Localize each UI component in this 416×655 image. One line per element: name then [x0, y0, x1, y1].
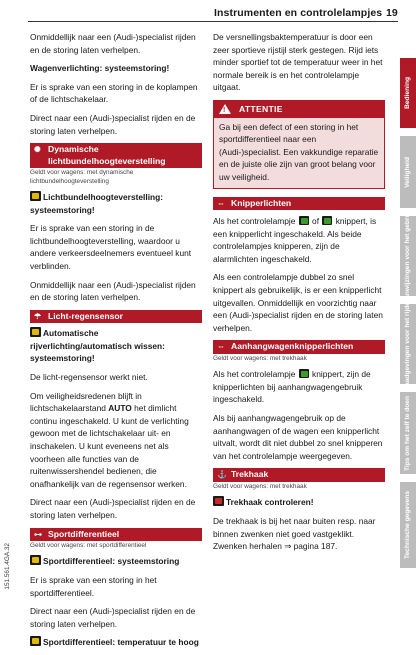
tab-tips[interactable]: Tips om het zelf te doen [400, 392, 416, 474]
page-number: 19 [386, 7, 398, 19]
tab-raadgevingen[interactable]: Raadgevingen voor het rijden [400, 304, 416, 384]
differential-icon [30, 555, 41, 565]
paragraph: Er is sprake van een storing in de lichtbundelhoogteverstelling, waardoor u andere verkeersdeelnemers eventueel kunt verblinden. [30, 223, 192, 271]
section-title: Aanhangwagenknipperlichten [231, 341, 354, 352]
differential-icon: ⊶ [34, 529, 42, 539]
warning-triangle-icon: ! [219, 104, 231, 114]
differential-icon [30, 636, 41, 646]
paragraph: Er is sprake van een storing in de koplampen of de lichtschakelaar. [30, 81, 198, 105]
paragraph: Als een controlelampje dubbel zo snel knippert als gebruikelijk, is er een knipperlicht uitgevallen. Onmiddellijk en voorzichtig naar een (Audi-)specialist rijden en de storing laten verhelpen. [213, 272, 383, 333]
section-title: Dynamische lichtbundelhoogteverstelling [48, 144, 166, 166]
trailer-signal-icon: ⇔ [217, 342, 225, 352]
section-title: Trekhaak [231, 469, 269, 480]
trailer-signal-icon [299, 369, 309, 378]
paragraph: Direct naar een (Audi-)specialist rijden en de storing laten verhelpen. [30, 497, 196, 520]
left-column [30, 31, 202, 655]
light-rain-sensor-icon: ☂ [34, 311, 42, 321]
attention-body: Ga bij een defect of een storing in het sportdifferentieel naar een (Audi-)specialist. Een vakkundige reparatie en de juiste olie zijn van groot belang voor uw veiligheid. [214, 118, 384, 188]
tab-technische-gegevens[interactable]: Technische gegevens [400, 482, 416, 568]
paragraph: Direct naar een (Audi-)specialist rijden en de storing laten verhelpen. [30, 112, 196, 136]
paragraph: Direct naar een (Audi-)specialist rijden en de storing laten verhelpen. [30, 606, 196, 629]
paragraph: Als bij aanhangwagengebruik op de aanhangwagen of de wagen een knipperlicht uitvalt, wordt dit niet dubbel zo snel knipperen van het controlelampje weergegeven. [213, 413, 383, 461]
applies-to-note: Geldt voor wagens: met sportdifferentieel [30, 542, 147, 550]
section-title: Licht-regensensor [48, 310, 123, 321]
paragraph: De trekhaak is bij het naar buiten resp. naar binnen zwenken niet goed vastgeklikt. Zwenken herhalen ⇒ pagina 187. [213, 515, 376, 552]
warning-heading: Wagenverlichting: systeemstoring! [30, 63, 170, 74]
lamp-message: Automatische rijverlichting/automatisch wissen: systeemstoring! [30, 328, 165, 364]
document-code: 151.561.4GA.32 [4, 543, 11, 590]
tab-veiligheid[interactable]: Veiligheid [400, 136, 416, 208]
paragraph: Als het controlelampje knippert, zijn de knipperlichten bij aanhangwagengebruik ingeschakeld. [213, 369, 371, 405]
attention-header [214, 101, 384, 118]
paragraph: De licht-regensensor werkt niet. [30, 372, 148, 382]
header-divider [28, 21, 398, 22]
tow-hitch-icon: ⚓ [217, 470, 227, 480]
lamp-message: Sportdifferentieel: systeemstoring [30, 555, 202, 568]
turn-signal-left-icon [299, 216, 309, 225]
paragraph: Om veiligheidsredenen blijft in lichtschakelaarstand AUTO het dimlicht continu ingeschakeld. U kunt de verlichting gewoon met de lichtschakelaar uit- en inschakelen. U kunt eveneens net als voorheen alle functies van de ruitenwissershendel bedienen, die onafhankelijk van de regensensor werken. [30, 390, 189, 489]
tow-hitch-icon [213, 496, 224, 506]
applies-to-note: Geldt voor wagens: met dynamische lichtbundelhoogteverstelling [30, 169, 134, 185]
lamp-message: Sportdifferentieel: temperatuur te hoog [30, 636, 202, 649]
attention-title: ATTENTIE [239, 103, 283, 114]
section-heading-light-rain-sensor [30, 310, 202, 324]
paragraph: De versnellingsbaktemperatuur is door een zeer sportieve rijstijl sterk gestegen. Rijd iets minder sportief tot de temperatuur weer in het normale bereik is en het controlelampje uitgaat. [213, 32, 383, 93]
section-heading-trailer-signals [213, 340, 385, 354]
section-heading-sport-differential [30, 528, 202, 542]
right-column [213, 31, 385, 559]
section-title: Sportdifferentieel [48, 528, 120, 539]
attention-box [213, 100, 385, 189]
page-title: Instrumenten en controlelampjes [214, 7, 383, 19]
paragraph: Onmiddellijk naar een (Audi-)specialist rijden en de storing laten verhelpen. [30, 32, 196, 55]
paragraph: Als het controlelampje of knippert, is een knipperlicht ingeschakeld. Als beide controlelampjes knipperen, zijn de alarmlichten ingeschakeld. [213, 216, 377, 264]
paragraph: Er is sprake van een storing in het sportdifferentieel. [30, 575, 157, 598]
section-title: Knipperlichten [231, 197, 292, 208]
paragraph: Onmiddellijk naar een (Audi-)specialist rijden en de storing laten verhelpen. [30, 279, 196, 303]
turn-signal-right-icon [322, 216, 332, 225]
lamp-message: Trekhaak controleren! [213, 496, 385, 509]
headlight-range-icon: ✺ [34, 145, 41, 155]
section-heading-tow-hitch [213, 468, 385, 482]
light-rain-sensor-icon [30, 327, 41, 337]
applies-to-note: Geldt voor wagens: met trekhaak [213, 354, 307, 362]
lamp-message: Lichtbundelhoogteverstelling: systeemstoring! [30, 191, 164, 215]
section-heading-dynamic-headlight-range [30, 143, 202, 168]
applies-to-note: Geldt voor wagens: met trekhaak [213, 482, 307, 490]
page-header [0, 0, 416, 22]
section-heading-turn-signals [213, 197, 385, 211]
headlight-range-icon [30, 191, 41, 201]
tab-aanwijzingen[interactable]: Aanwijzingen voor het gebruik [400, 216, 416, 296]
turn-signal-icon: ⇔ [217, 198, 225, 208]
tab-bediening[interactable]: Bediening [400, 58, 416, 128]
